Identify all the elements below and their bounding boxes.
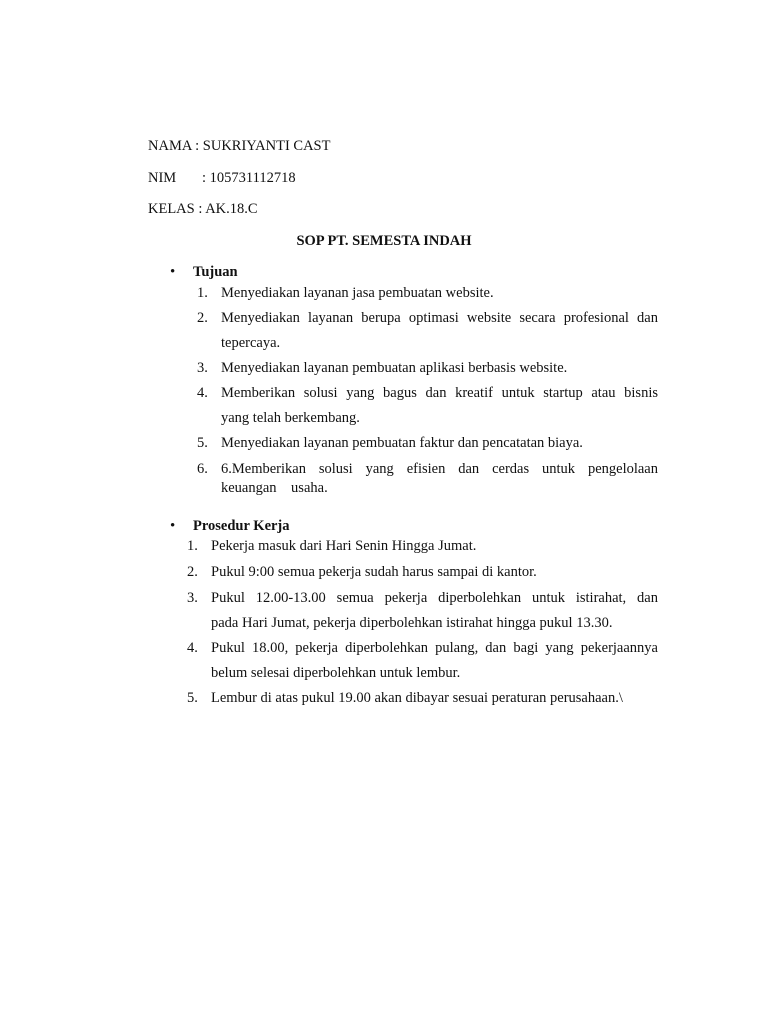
nim-row (148, 169, 296, 187)
item-text-line2: yang telah berkembang. (221, 410, 360, 426)
item-text-line1: Pukul 18.00, pekerja diperbolehkan pulang, dan bagi yang pekerjaannya (211, 640, 658, 656)
nim-label: NIM (148, 170, 177, 186)
list-item (197, 284, 494, 302)
item-number: 3. (197, 360, 208, 376)
prosedur-heading: Prosedur Kerja (193, 518, 290, 534)
item-text-line2: tepercaya. (221, 335, 281, 351)
kelas-label: KELAS (148, 201, 195, 217)
nama-label: NAMA (148, 138, 192, 154)
item-text-line1: Memberikan solusi yang bagus dan kreatif untuk startup atau bisnis (221, 385, 658, 401)
item-text: Menyediakan layanan jasa pembuatan website. (221, 285, 494, 301)
item-number: 5. (197, 435, 208, 451)
item-text: Menyediakan layanan pembuatan faktur dan pencatatan biaya. (221, 435, 583, 451)
list-item (197, 384, 658, 402)
list-item (187, 537, 477, 555)
list-item (197, 359, 568, 377)
list-item (197, 434, 583, 452)
item-text: Pukul 9:00 semua pekerja sudah harus sampai di kantor. (211, 564, 537, 580)
tujuan-heading: Tujuan (193, 264, 238, 280)
item-text-line1: Pukul 12.00-13.00 semua pekerja diperbolehkan untuk istirahat, dan (211, 590, 658, 606)
item-number: 3. (187, 590, 198, 606)
item-number: 2. (197, 310, 208, 326)
list-item (187, 589, 658, 607)
document-title: SOP PT. SEMESTA INDAH (296, 233, 472, 249)
item-text: Menyediakan layanan pembuatan aplikasi berbasis website. (221, 360, 568, 376)
list-item (187, 563, 537, 581)
bullet-icon: • (170, 264, 176, 280)
item-number: 1. (187, 538, 198, 554)
list-item (187, 689, 623, 707)
nim-value: : 105731112718 (202, 170, 296, 186)
item-number: 4. (187, 640, 198, 656)
item-text-line1: Menyediakan layanan berupa optimasi website secara profesional dan (221, 310, 658, 326)
nama-value: : SUKRIYANTI CAST (195, 138, 331, 154)
item-text: Lembur di atas pukul 19.00 akan dibayar sesuai peraturan perusahaan.\ (211, 690, 623, 706)
item-text-line2: belum selesai diperbolehkan untuk lembur. (211, 665, 461, 681)
list-item (187, 639, 658, 657)
item-number: 5. (187, 690, 198, 706)
item-text-line1: 6.Memberikan solusi yang efisien dan cerdas untuk pengelolaan (221, 461, 658, 477)
item-text-line2: keuangan usaha. (221, 480, 328, 496)
item-text-line2: pada Hari Jumat, pekerja diperbolehkan istirahat hingga pukul 13.30. (211, 615, 613, 631)
list-item (197, 460, 658, 478)
kelas-value: : AK.18.C (198, 201, 258, 217)
nama-row (148, 137, 330, 155)
item-number: 4. (197, 385, 208, 401)
item-number: 2. (187, 564, 198, 580)
kelas-row (148, 200, 258, 218)
item-number: 6. (197, 461, 208, 477)
bullet-icon: • (170, 518, 176, 534)
item-text: Pekerja masuk dari Hari Senin Hingga Jumat. (211, 538, 477, 554)
item-number: 1. (197, 285, 208, 301)
list-item (197, 309, 658, 327)
